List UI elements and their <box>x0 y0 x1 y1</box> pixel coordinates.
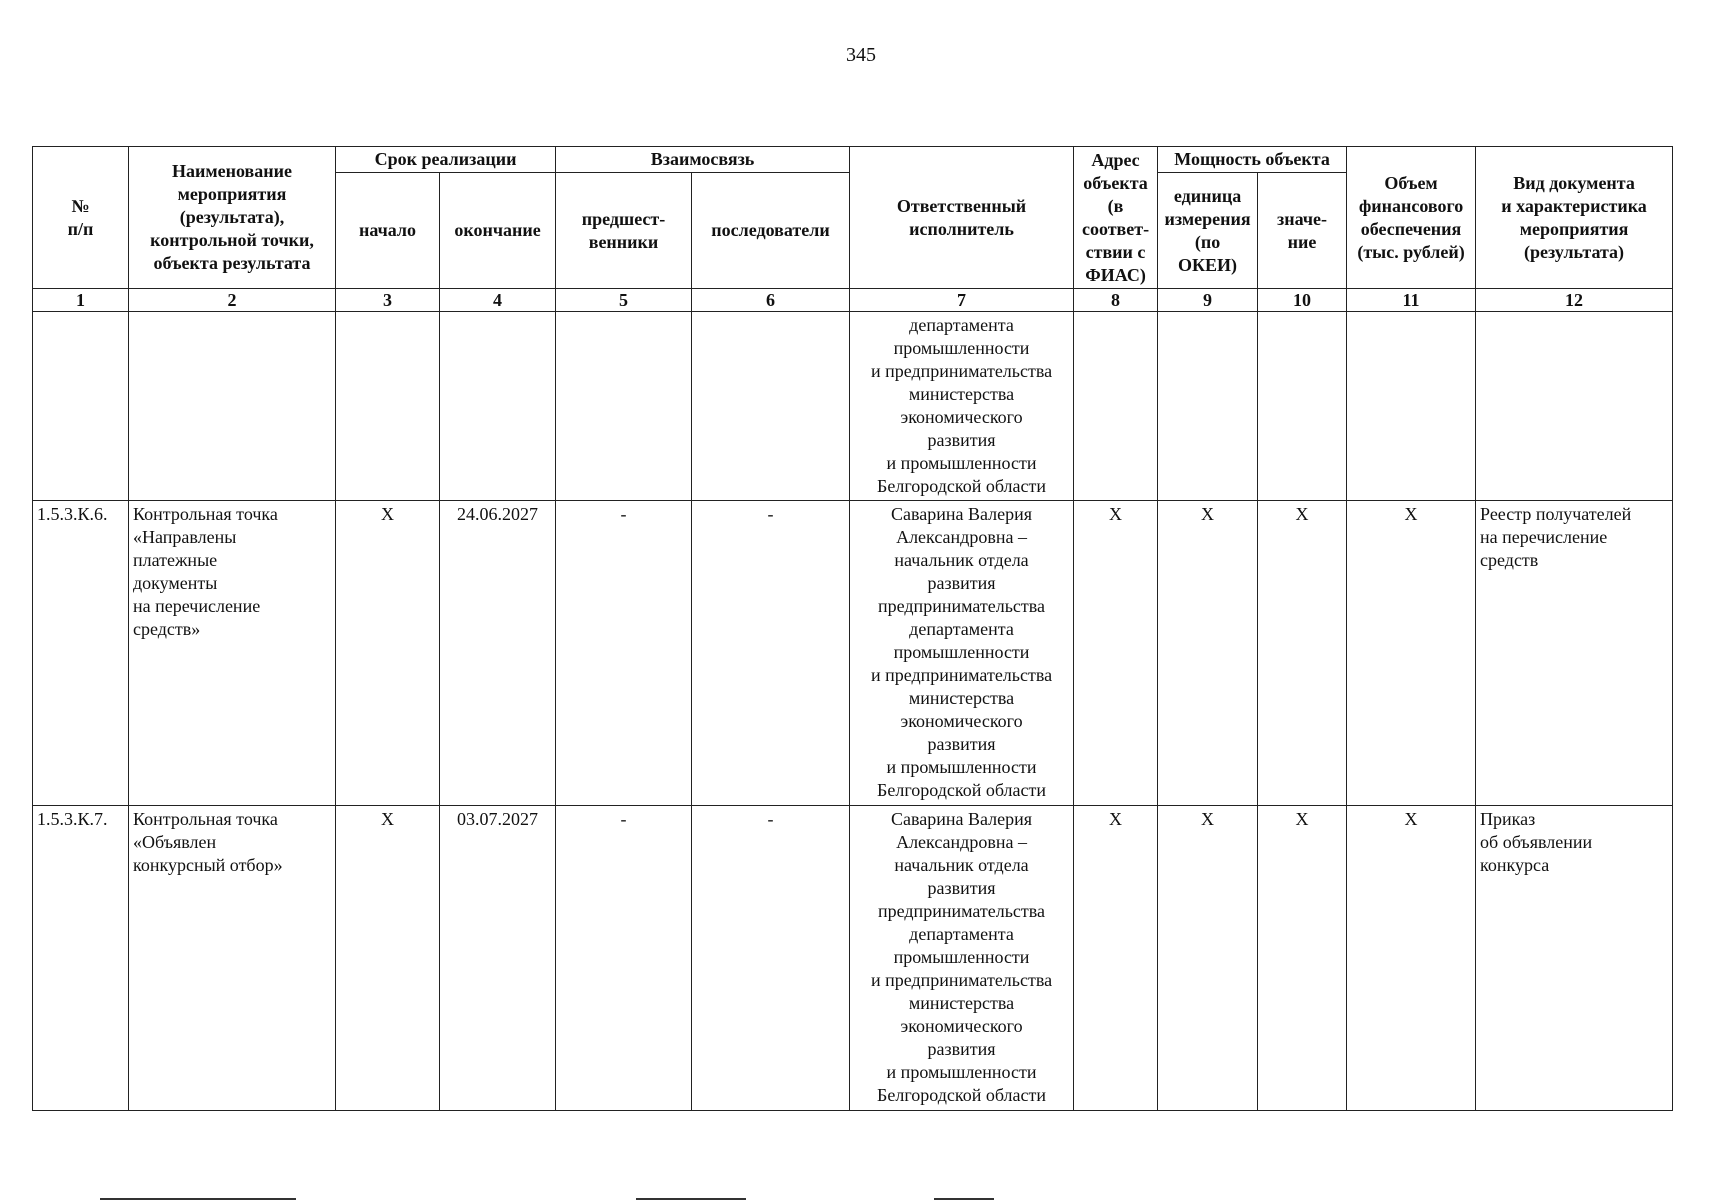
column-number: 5 <box>556 289 692 312</box>
cell-value: X <box>1258 501 1347 806</box>
cell-successors <box>692 312 850 501</box>
header-link: Взаимосвязь <box>556 147 850 173</box>
column-number: 8 <box>1074 289 1158 312</box>
cell-finance: X <box>1347 501 1476 806</box>
header-row-top <box>33 147 1673 173</box>
cell-end: 24.06.2027 <box>440 501 556 806</box>
column-number: 10 <box>1258 289 1347 312</box>
header-predecessors: предшест- венники <box>556 173 692 289</box>
cell-name: Контрольная точка «Объявлен конкурсный отбор» <box>129 806 336 1111</box>
table-row <box>33 501 1673 806</box>
cell-successors: - <box>692 806 850 1111</box>
cell-doc: Реестр получателей на перечисление средств <box>1476 501 1673 806</box>
column-numbers-row <box>33 289 1673 312</box>
cell-predecessors <box>556 312 692 501</box>
plan-table <box>32 146 1673 1111</box>
cell-predecessors: - <box>556 806 692 1111</box>
cell-value <box>1258 312 1347 501</box>
cell-value: X <box>1258 806 1347 1111</box>
cell-start: X <box>336 501 440 806</box>
cell-responsible: Саварина Валерия Александровна – начальник отдела развития предпринимательства департамента промышленности и предпринимательства министерства экономического развития и промышленности Белгородской области <box>850 806 1074 1111</box>
cell-address: X <box>1074 806 1158 1111</box>
header-start: начало <box>336 173 440 289</box>
cell-unit <box>1158 312 1258 501</box>
header-finance: Объем финансового обеспечения (тыс. рублей) <box>1347 147 1476 289</box>
header-doc-type: Вид документа и характеристика мероприятия (результата) <box>1476 147 1673 289</box>
column-number: 4 <box>440 289 556 312</box>
header-address: Адрес объекта (в соответ- ствии с ФИАС) <box>1074 147 1158 289</box>
cell-num: 1.5.3.К.7. <box>33 806 129 1111</box>
cell-address <box>1074 312 1158 501</box>
table-row <box>33 312 1673 501</box>
cell-responsible: Саварина Валерия Александровна – начальник отдела развития предпринимательства департамента промышленности и предпринимательства министерства экономического развития и промышленности Белгородской области <box>850 501 1074 806</box>
cell-successors: - <box>692 501 850 806</box>
table-row <box>33 806 1673 1111</box>
column-number: 3 <box>336 289 440 312</box>
header-value: значе- ние <box>1258 173 1347 289</box>
header-num: № п/п <box>33 147 129 289</box>
page-number: 345 <box>846 44 876 66</box>
column-number: 11 <box>1347 289 1476 312</box>
cell-num <box>33 312 129 501</box>
cell-finance: X <box>1347 806 1476 1111</box>
cell-responsible: департамента промышленности и предпринимательства министерства экономического развития и промышленности Белгородской области <box>850 312 1074 501</box>
column-number: 1 <box>33 289 129 312</box>
header-successors: последователи <box>692 173 850 289</box>
column-number: 6 <box>692 289 850 312</box>
cell-doc: Приказ об объявлении конкурса <box>1476 806 1673 1111</box>
cell-predecessors: - <box>556 501 692 806</box>
header-name: Наименование мероприятия (результата), контрольной точки, объекта результата <box>129 147 336 289</box>
column-number: 2 <box>129 289 336 312</box>
cell-finance <box>1347 312 1476 501</box>
cell-address: X <box>1074 501 1158 806</box>
header-responsible: Ответственный исполнитель <box>850 147 1074 289</box>
cell-start <box>336 312 440 501</box>
cell-end: 03.07.2027 <box>440 806 556 1111</box>
cell-name: Контрольная точка «Направлены платежные документы на перечисление средств» <box>129 501 336 806</box>
cell-num: 1.5.3.К.6. <box>33 501 129 806</box>
cell-unit: X <box>1158 501 1258 806</box>
header-unit: единица измерения (по ОКЕИ) <box>1158 173 1258 289</box>
column-number: 7 <box>850 289 1074 312</box>
cell-unit: X <box>1158 806 1258 1111</box>
cell-start: X <box>336 806 440 1111</box>
header-end: окончание <box>440 173 556 289</box>
cell-end <box>440 312 556 501</box>
cell-doc <box>1476 312 1673 501</box>
column-number: 12 <box>1476 289 1673 312</box>
column-number: 9 <box>1158 289 1258 312</box>
cell-name <box>129 312 336 501</box>
header-capacity: Мощность объекта <box>1158 147 1347 173</box>
header-period: Срок реализации <box>336 147 556 173</box>
